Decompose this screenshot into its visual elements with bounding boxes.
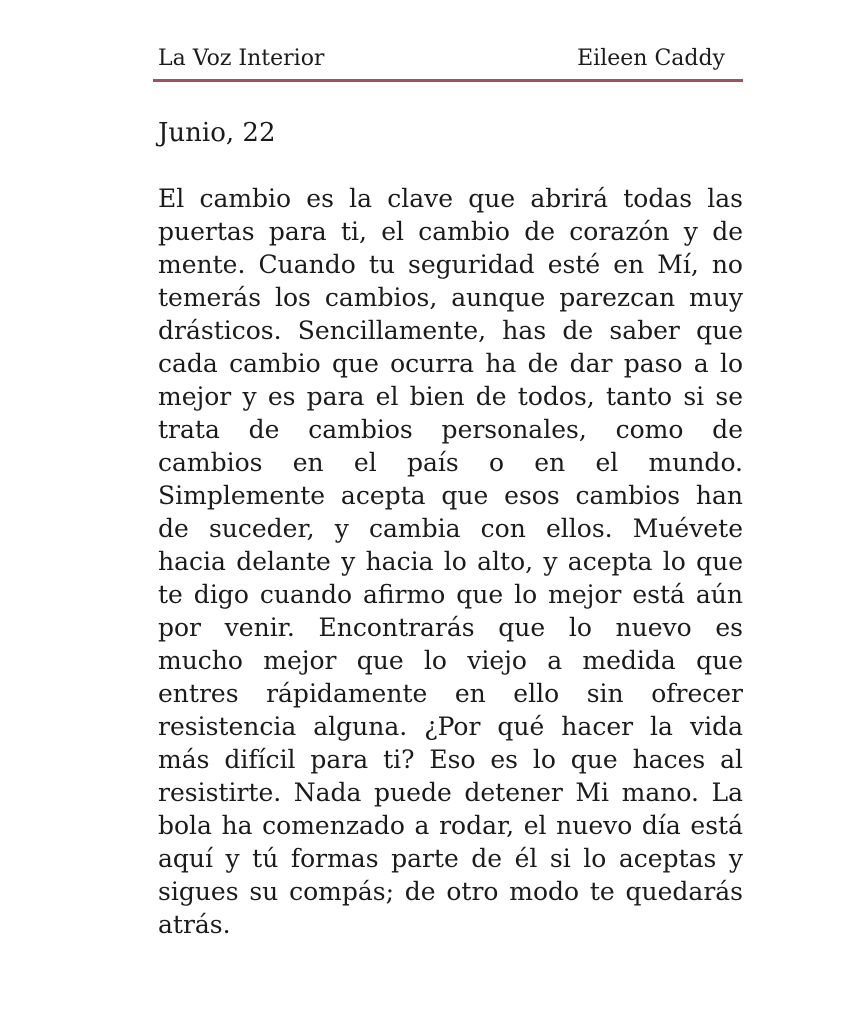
date-heading: Junio, 22 <box>158 118 276 149</box>
author-name: Eileen Caddy <box>577 46 725 71</box>
book-title: La Voz Interior <box>158 46 325 71</box>
body-paragraph: El cambio es la clave que abrirá todas las puertas para ti, el cambio de corazón y de mente. Cuando tu seguridad esté en Mí, no temerás los cambios, aunque parezcan muy drásticos. Sencillamente, has de saber que cada cambio que ocurra ha de dar paso a lo mejor y es para el bien de todos, tanto si se trata de cambios personales, como de cambios en el país o en el mundo. Simplemente acepta que esos cambios han de suceder, y cambia con ellos. Muévete hacia delante y hacia lo alto, y acepta lo que te digo cuando afirmo que lo mejor está aún por venir. Encontrarás que lo nuevo es mucho mejor que lo viejo a medida que entres rápidamente en ello sin ofrecer resistencia alguna. ¿Por qué hacer la vida más difícil para ti? Eso es lo que haces al resistirte. Nada puede detener Mi mano. La bola ha comenzado a rodar, el nuevo día está aquí y tú formas parte de él si lo aceptas y sigues su compás; de otro modo te quedarás atrás. <box>158 183 743 939</box>
page-header <box>153 46 743 82</box>
